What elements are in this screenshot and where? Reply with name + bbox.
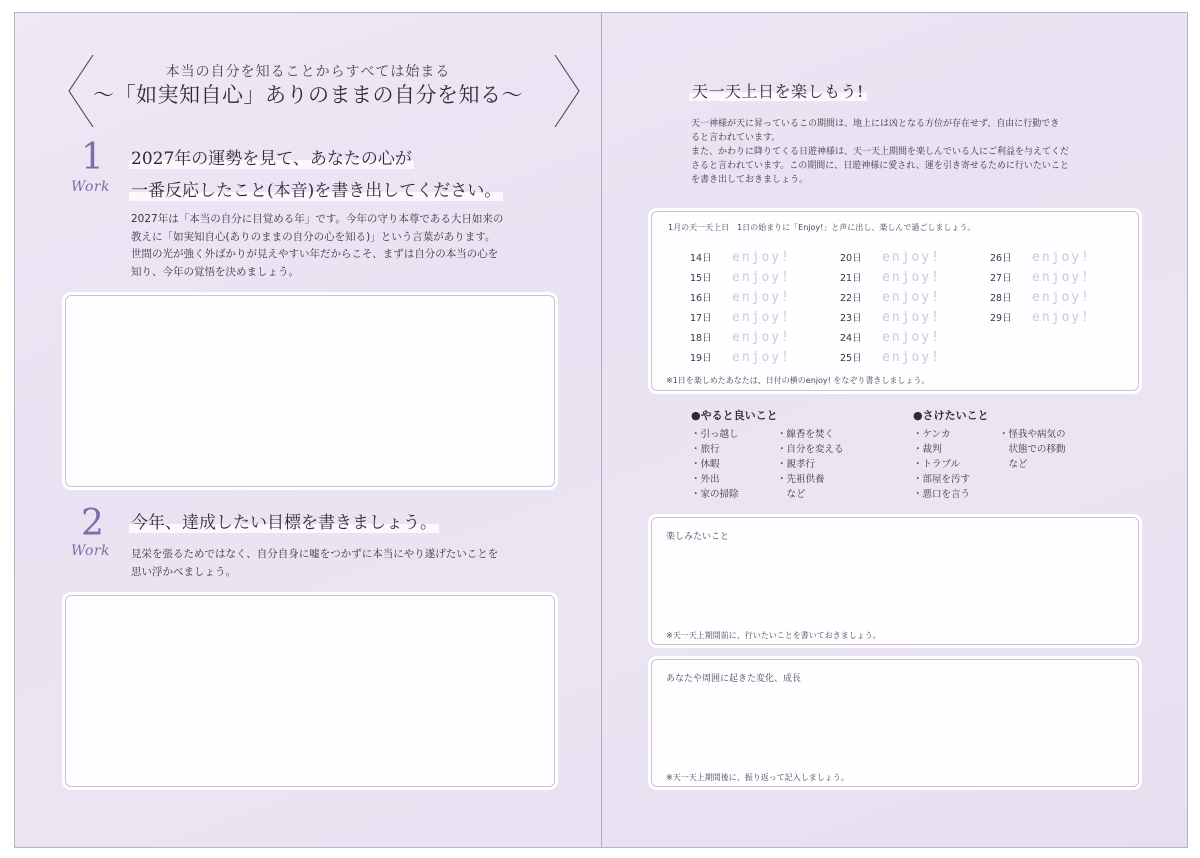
list-item: ・親孝行 (777, 459, 816, 470)
work-number-1: 1 (81, 137, 104, 178)
work-label-1: Work (71, 179, 111, 195)
list-item: ・部屋を汚す (913, 474, 971, 485)
answer-box-2[interactable] (65, 595, 555, 787)
enjoy-row[interactable]: 14日 enjoy! (690, 250, 791, 265)
list-item: 状態での移動 (999, 444, 1066, 455)
enjoy-column-1 (690, 246, 791, 366)
enjoy-row[interactable]: 20日 enjoy! (840, 250, 941, 265)
right-intro: 天一神様が天に昇っているこの期間は、地上には凶となる方位が存在せず、自由に行動でき ると言われています。 また、かわりに降りてくる日遊神様は、天一天上期間を楽しんでいる人にご利益を与えてくだ さると言われています。この期間に、日遊神様に愛され、運を引き寄せるために行いたいこと を書き出しておきましょう。 (691, 119, 1070, 185)
notebook-spread (14, 12, 1188, 848)
work-label-2: Work (71, 543, 111, 559)
good-things-heading: ●やると良いこと (691, 409, 778, 422)
enjoy-row[interactable]: 25日 enjoy! (840, 350, 941, 365)
good-things-list (691, 407, 911, 502)
work-number-2: 2 (81, 503, 104, 544)
enjoy-row[interactable]: 24日 enjoy! (840, 330, 941, 345)
enjoy-box-header: 1月の天一天上日 1日の始まりに「Enjoy!」と声に出し、楽しんで過ごしましょう。 (668, 223, 976, 232)
answer-box-1[interactable] (65, 295, 555, 487)
right-page-title: 天一天上日を楽しもう! (689, 79, 867, 102)
list-item: ・線香を焚く (777, 429, 835, 440)
list-item: ・引っ越し (691, 429, 739, 440)
box-note: ※天一天上期間前に、行いたいことを書いておきましょう。 (666, 631, 881, 640)
list-item: ・休暇 (691, 459, 720, 470)
list-item: など (999, 459, 1028, 470)
enjoy-row[interactable]: 21日 enjoy! (840, 270, 941, 285)
enjoy-row[interactable]: 27日 enjoy! (990, 270, 1091, 285)
box-note: ※天一天上期間後に、振り返って記入しましょう。 (666, 773, 849, 782)
enjoy-row[interactable]: 17日 enjoy! (690, 310, 791, 325)
enjoy-row[interactable]: 23日 enjoy! (840, 310, 941, 325)
list-item: ・外出 (691, 474, 720, 485)
list-item: ・怪我や病気の (999, 429, 1066, 440)
list-item: など (777, 489, 806, 500)
enjoy-row[interactable]: 19日 enjoy! (690, 350, 791, 365)
enjoy-row[interactable]: 29日 enjoy! (990, 310, 1091, 325)
list-item: ・裁判 (913, 444, 942, 455)
list-item: ・悪口を言う (913, 489, 971, 500)
question-2-title: 今年、達成したい目標を書きましょう。 (131, 513, 437, 533)
question-1-body: 2027年は「本当の自分に目覚める年」です。今年の守り本尊である大日如来の 教えに「如実知自心(ありのままの自分の心を知る)」という言葉があります。 世間の光が強く外ばかりが見えやすい年だからこそ、まずは自分の本当の心を 知り、今年の覚悟を決めましょう。 (131, 213, 504, 278)
question-2-body: 見栄を張るためではなく、自分自身に嘘をつかずに本当にやり遂げたいことを 思い浮かべましょう。 (131, 548, 499, 578)
changes-growth-box[interactable] (651, 659, 1139, 787)
enjoy-row[interactable]: 18日 enjoy! (690, 330, 791, 345)
page-divider (601, 13, 602, 847)
enjoy-row[interactable]: 15日 enjoy! (690, 270, 791, 285)
enjoy-column-3 (990, 246, 1091, 326)
box-label: 楽しみたいこと (666, 532, 730, 542)
enjoy-box-note: ※1日を楽しめたあなたは、日付の横のenjoy! をなぞり書きしましょう。 (666, 376, 930, 385)
page-heading: 〜「如実知自心」ありのままの自分を知る〜 (93, 83, 523, 107)
enjoy-plans-box[interactable] (651, 517, 1139, 645)
list-item: ・家の掃除 (691, 489, 739, 500)
avoid-things-list (913, 407, 1133, 502)
enjoy-row[interactable]: 22日 enjoy! (840, 290, 941, 305)
enjoy-row[interactable]: 26日 enjoy! (990, 250, 1091, 265)
enjoy-column-2 (840, 246, 941, 366)
enjoy-tracker-box (651, 211, 1139, 391)
list-item: ・旅行 (691, 444, 720, 455)
list-item: ・ケンカ (913, 429, 951, 440)
question-1-title: 2027年の運勢を見て、あなたの心が 一番反応したこと(本音)を書き出してください。 (131, 149, 502, 201)
enjoy-row[interactable]: 28日 enjoy! (990, 290, 1091, 305)
page-subtitle: 本当の自分を知ることからすべては始まる (165, 64, 451, 80)
avoid-things-heading: ●さけたいこと (913, 409, 989, 422)
box-label: あなたや周囲に起きた変化、成長 (666, 674, 802, 684)
list-item: ・先祖供養 (777, 474, 825, 485)
enjoy-row[interactable]: 16日 enjoy! (690, 290, 791, 305)
list-item: ・トラブル (913, 459, 961, 470)
list-item: ・自分を変える (777, 444, 844, 455)
